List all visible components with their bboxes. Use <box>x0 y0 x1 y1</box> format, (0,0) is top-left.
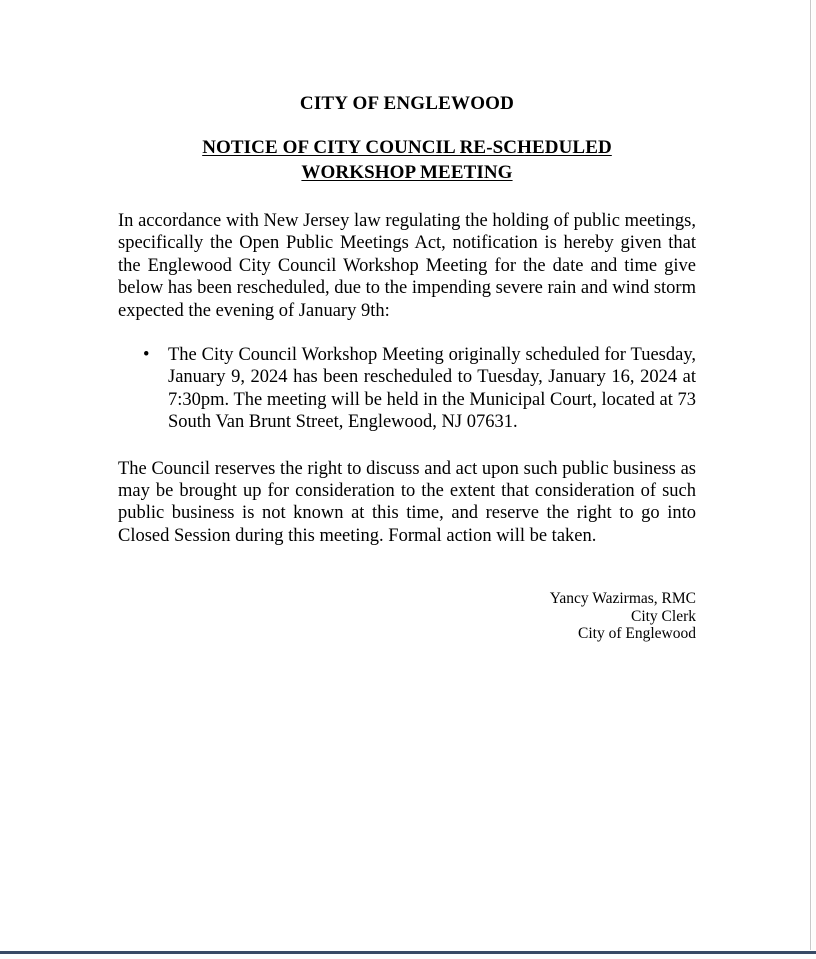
list-item <box>118 344 696 434</box>
intro-paragraph: In accordance with New Jersey law regulating the holding of public meetings, specifically the Open Public Meetings Act, notification is hereby given that the Englewood City Council Workshop Meeting for the date and time give below has been rescheduled, due to the impending severe rain and wind storm expected the evening of January 9th: <box>118 211 696 321</box>
notice-subtitle <box>118 115 696 185</box>
signatory-title: City Clerk <box>630 607 696 625</box>
page-bottom-rule <box>0 951 816 954</box>
list-item-text: The City Council Workshop Meeting originally scheduled for Tuesday, January 9, 2024 has been rescheduled to Tuesday, January 16, 2024 at 7:30pm. The meeting will be held in the Municipal Court, located at 73 South Van Brunt Street, Englewood, NJ 07631. <box>168 345 696 433</box>
bullet-dot-icon: • <box>143 345 150 366</box>
document-content <box>118 0 696 643</box>
page-right-margin-strip <box>812 0 816 950</box>
page-title: CITY OF ENGLEWOOD <box>299 93 515 114</box>
rescheduling-details-list <box>118 322 696 434</box>
closing-paragraph: The Council reserves the right to discuss and act upon such public business as may be brought up for consideration to the extent that consideration of such public business is not known at this time, and reserve the right to go into Closed Session during this meeting. Formal action will be taken. <box>118 458 696 546</box>
signature-block <box>118 547 696 643</box>
notice-subtitle-line-1: NOTICE OF CITY COUNCIL RE-SCHEDULED <box>202 137 612 158</box>
signatory-organization: City of Englewood <box>578 625 696 643</box>
signatory-name: Yancy Wazirmas, RMC <box>549 590 696 608</box>
notice-subtitle-line-2: WORKSHOP MEETING <box>301 162 513 183</box>
